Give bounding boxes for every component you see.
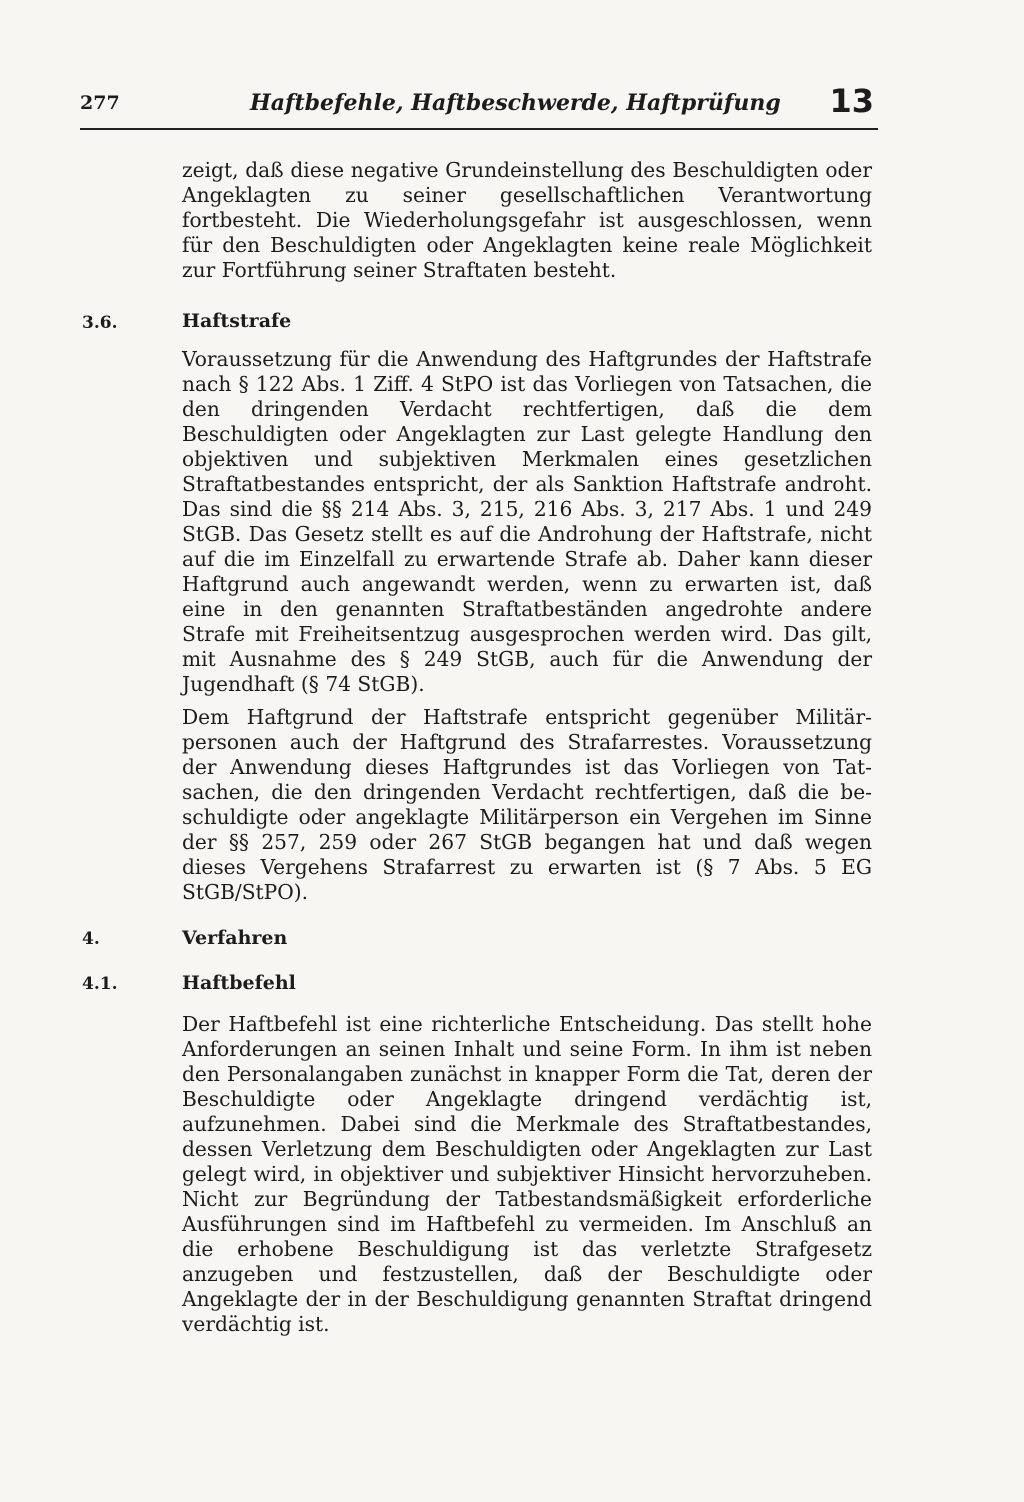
section-number: 4.1. (82, 974, 118, 994)
section-title: Haftstrafe (182, 310, 292, 332)
running-title: Haftbefehle, Haftbeschwerde, Haftprüfung (250, 90, 781, 116)
section-number: 3.6. (82, 313, 118, 333)
section-number: 4. (82, 929, 100, 949)
header-rule (80, 128, 878, 130)
intro-paragraph: zeigt, daß diese negative Grundeinstellung des Beschuldigten oder Angeklagten zu seiner gesellschaftlichen Verantwortung fortbesteht. Die Wiederholungsgefahr ist ausgeschlossen, wenn für den Beschuldigten oder Angeklagten keine reale Möglichkeit zur Fortführung seiner Straftaten besteht. (182, 158, 872, 282)
page-number: 277 (80, 92, 120, 114)
section-title: Haftbefehl (182, 972, 296, 994)
body-paragraph: Voraussetzung für die Anwendung des Haftgrundes der Haftstrafe nach § 122 Abs. 1 Ziff. 4 StPO ist das Vorliegen von Tatsachen, die den dringenden Verdacht rechtfertigen, daß die dem Beschuldigten oder Angeklagten zur Last gelegte Handlung den objektiven und subjektiven Merkmalen eines gesetzlichen Straftatbestandes entspricht, der als Sanktion Haftstrafe androht. Das sind die §§ 214 Abs. 3, 215, 216 Abs. 3, 217 Abs. 1 und 249 StGB. Das Gesetz stellt es auf die Androhung der Haftstrafe, nicht auf die im Einzelfall zu erwartende Strafe ab. Daher kann dieser Haftgrund auch angewandt werden, wenn zu erwarten ist, daß eine in den genannten Straftatbeständen angedrohte andere Strafe mit Freiheitsentzug ausgesprochen werden wird. Das gilt, mit Ausnahme des § 249 StGB, auch für die Anwendung der Jugendhaft (§ 74 StGB). (182, 347, 872, 696)
body-paragraph: Dem Haftgrund der Haftstrafe entspricht gegenüber Militärpersonen auch der Haftgrund des Strafarrestes. Voraussetzung der Anwendung dieses Haftgrundes ist das Vorliegen von Tatsachen, die den dringenden Verdacht rechtfertigen, daß die beschuldigte oder angeklagte Militärperson ein Vergehen im Sinne der §§ 257, 259 oder 267 StGB begangen hat und daß wegen dieses Vergehens Strafarrest zu erwarten ist (§ 7 Abs. 5 EG StGB/StPO). (182, 705, 872, 904)
body-paragraph: Der Haftbefehl ist eine richterliche Entscheidung. Das stellt hohe Anforderungen an seinen Inhalt und seine Form. In ihm ist neben den Personalangaben zunächst in knapper Form die Tat, deren der Beschuldigte oder Angeklagte dringend verdächtig ist, aufzunehmen. Dabei sind die Merkmale des Straftatbestandes, dessen Verletzung dem Beschuldigten oder Angeklagten zur Last gelegt wird, in objektiver und subjektiver Hinsicht hervorzuheben. Nicht zur Begründung der Tatbestandsmäßigkeit erforderliche Ausführungen sind im Haftbefehl zu vermeiden. Im Anschluß an die erhobene Beschuldigung ist das verletzte Strafgesetz anzugeben und festzustellen, daß der Beschuldigte oder Angeklagte der in der Beschuldigung genannten Straftat dringend verdächtig ist. (182, 1012, 872, 1336)
section-title: Verfahren (182, 927, 288, 949)
page-header (80, 82, 880, 126)
chapter-number: 13 (829, 82, 874, 120)
